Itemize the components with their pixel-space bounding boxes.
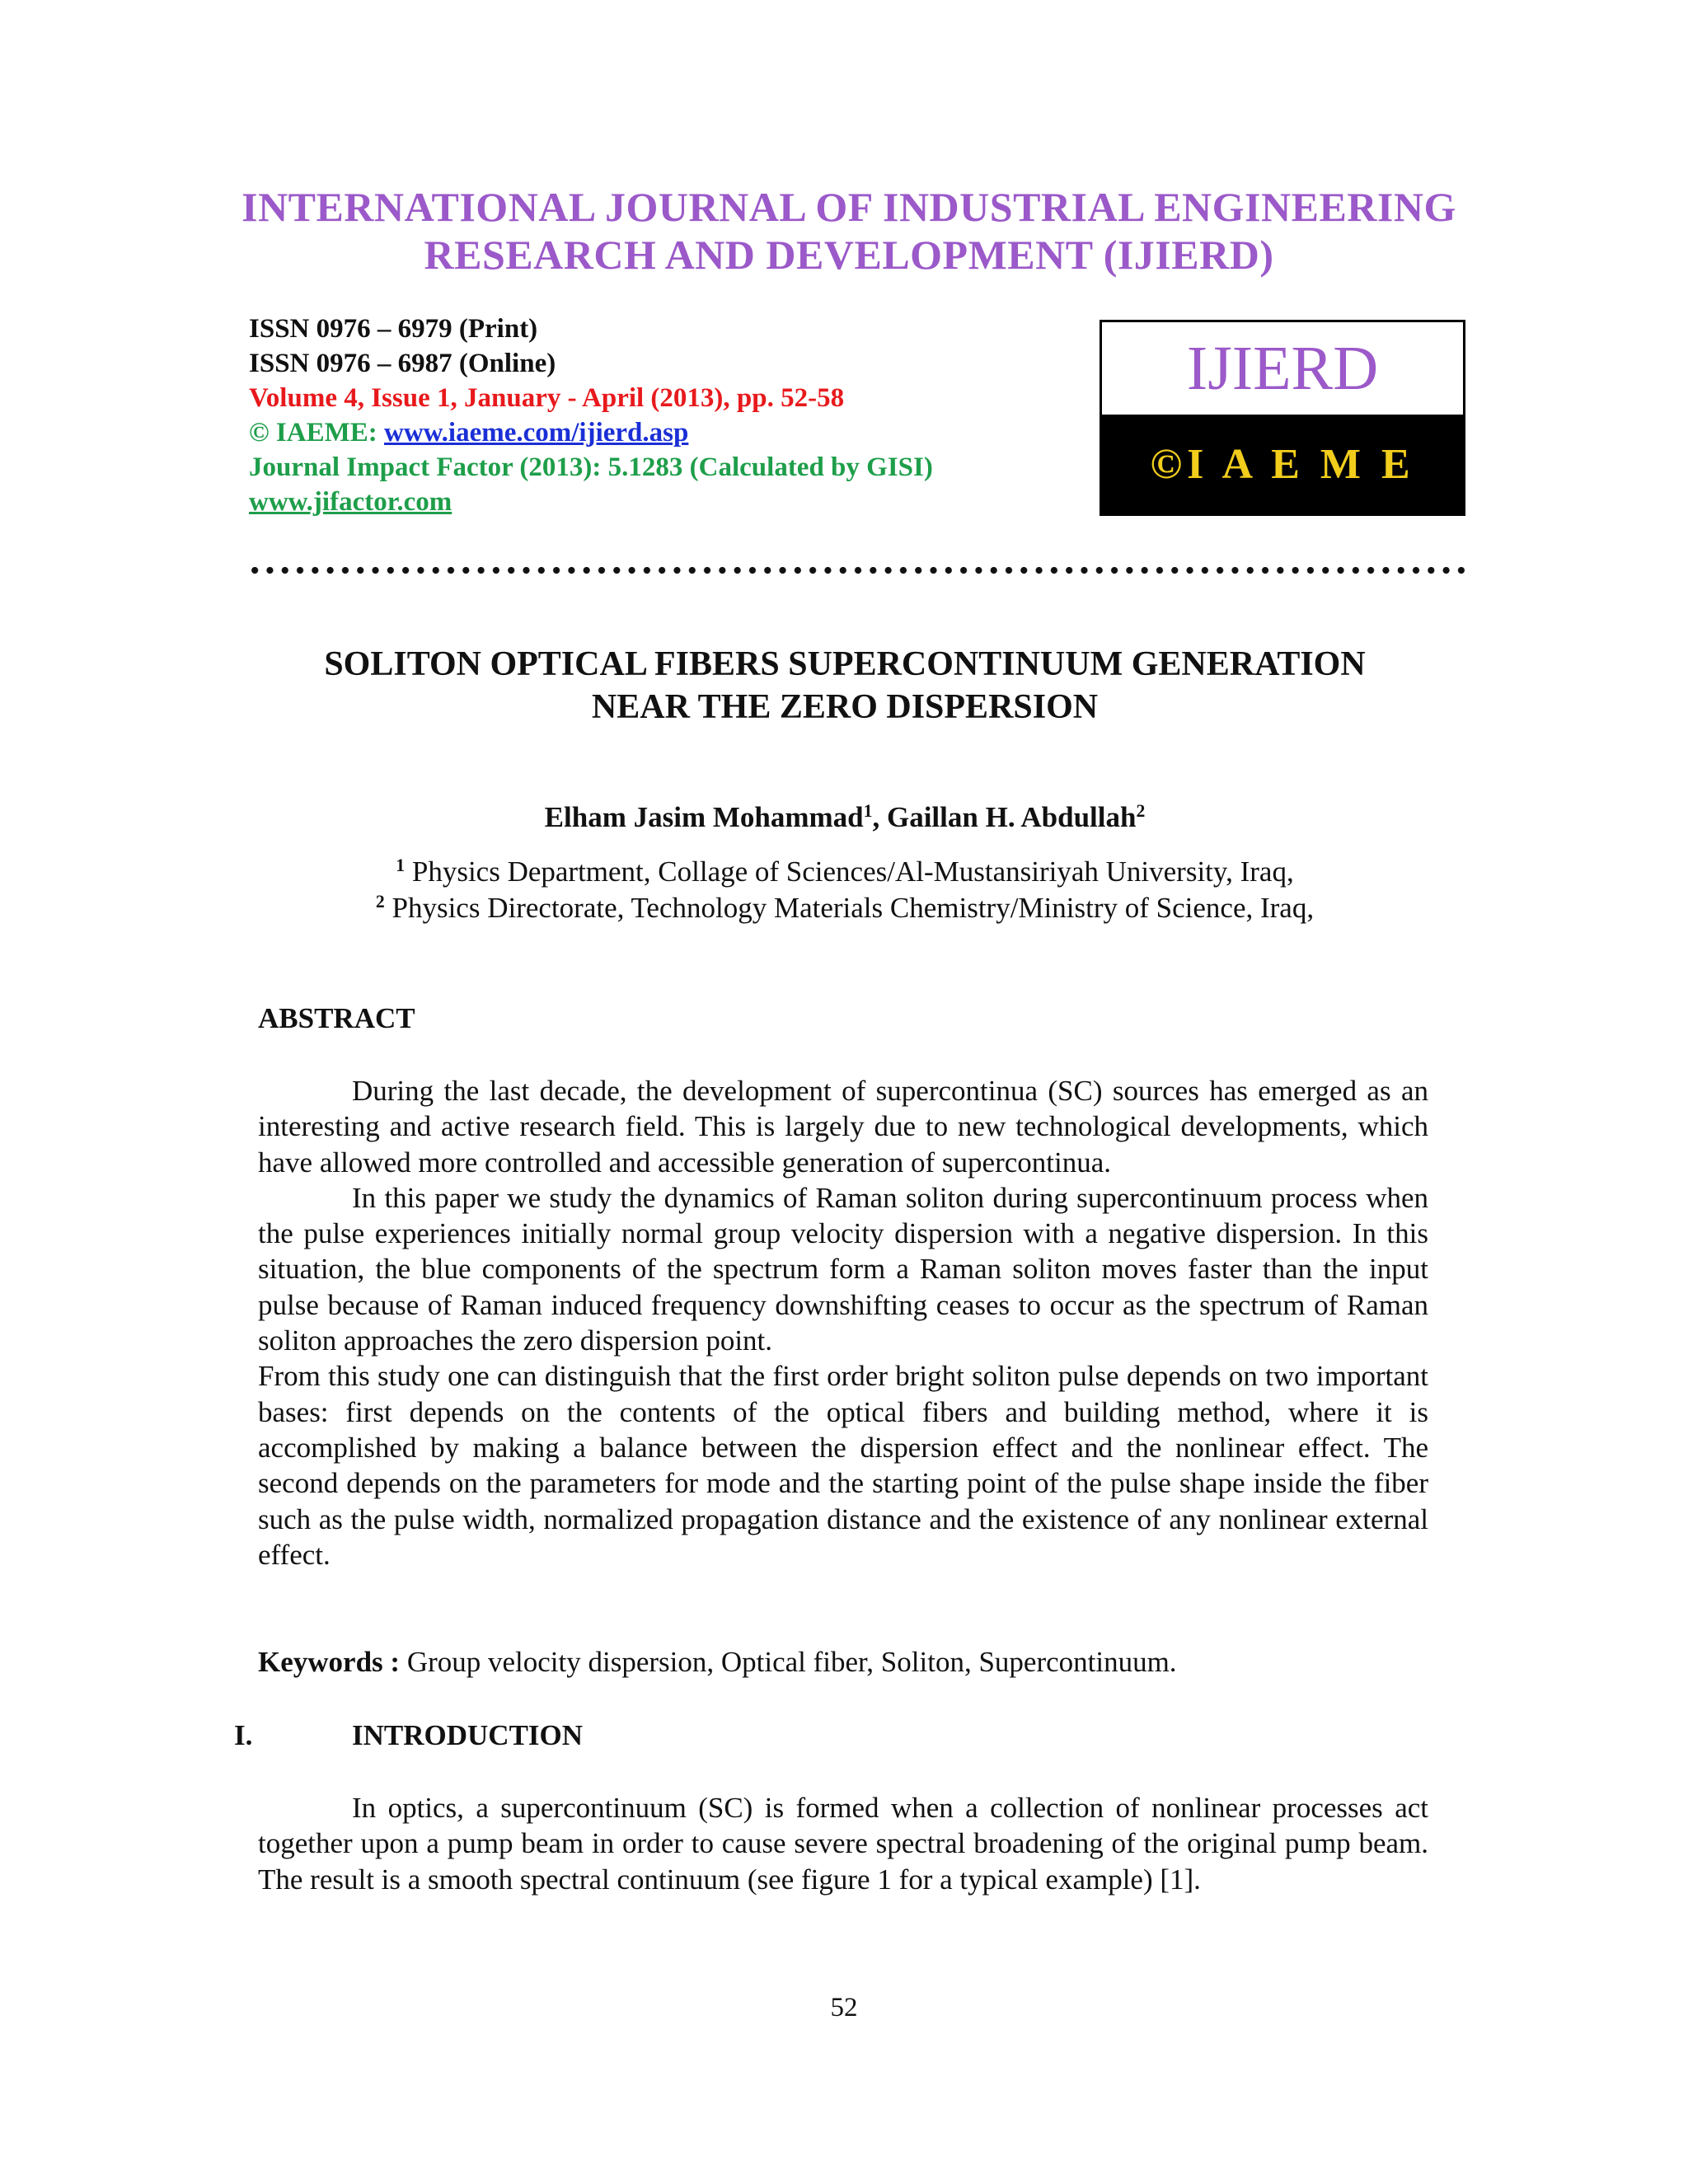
- affiliation-text: Physics Directorate, Technology Materials Chemistry/Ministry of Science, Iraq,: [384, 892, 1315, 924]
- affiliation-2: [206, 890, 1484, 926]
- affiliation-text: Physics Department, Collage of Sciences/Al-Mustansiriyah University, Iraq,: [405, 855, 1294, 888]
- issn-online: ISSN 0976 – 6987 (Online): [249, 349, 556, 378]
- logo-title: IJIERD: [1186, 333, 1379, 403]
- affiliation-number: 2: [375, 892, 385, 912]
- author-name: , Gaillan H. Abdullah: [872, 801, 1137, 833]
- keywords: [258, 1644, 1177, 1680]
- keywords-label: Keywords :: [258, 1646, 401, 1678]
- author-affil-mark: 1: [863, 801, 873, 822]
- impact-factor: Journal Impact Factor (2013): 5.1283 (Calculated by GISI): [249, 452, 933, 482]
- affiliation-1: [206, 854, 1484, 890]
- abstract-paragraph: During the last decade, the development of supercontinua (SC) sources has emerged as an interesting and active research field. This is largely due to new technological developments, which have allowed more controlled and accessible generation of supercontinua.: [258, 1075, 1428, 1179]
- abstract-body: [258, 1073, 1428, 1572]
- abstract-paragraph: From this study one can distinguish that the first order bright soliton pulse depends on two important bases: first depends on the contents of the optical fibers and building method, where it is accomplished by making a balance between the dispersion effect and the nonlinear effect. The second depends on the parameters for mode and the starting point of the pulse shape inside the fiber such as the pulse width, normalized propagation distance and the existence of any nonlinear external effect.: [258, 1360, 1428, 1571]
- authors: [206, 799, 1484, 836]
- journal-logo: [1100, 320, 1465, 516]
- website-link[interactable]: www.iaeme.com/ijierd.asp: [384, 418, 689, 448]
- author-name: Elham Jasim Mohammad: [544, 801, 864, 833]
- copyright-prefix: © IAEME:: [249, 418, 377, 448]
- volume-info: Volume 4, Issue 1, January - April (2013), pp. 52-58: [249, 383, 845, 413]
- affiliations: [206, 854, 1484, 926]
- introduction-body: [258, 1790, 1428, 1897]
- jifactor-link[interactable]: www.jifactor.com: [249, 487, 452, 517]
- author-affil-mark: 2: [1136, 801, 1146, 822]
- copyright-line: [249, 415, 933, 450]
- logo-publisher: ©I A E M E: [1102, 415, 1463, 513]
- journal-title: [165, 183, 1533, 279]
- abstract-heading: ABSTRACT: [258, 1002, 415, 1034]
- introduction-paragraph: In optics, a supercontinuum (SC) is formed when a collection of nonlinear processes act together upon a pump beam in order to cause severe spectral broadening of the original pump beam. The result is a smooth spectral continuum (see figure 1 for a typical example) [1].: [258, 1792, 1428, 1896]
- page-number: 52: [830, 1993, 858, 2022]
- paper-title-line1: SOLITON OPTICAL FIBERS SUPERCONTINUUM GENERATION: [324, 645, 1366, 683]
- paper-title: [206, 643, 1484, 729]
- section-number: I.: [234, 1719, 253, 1751]
- abstract-paragraph: In this paper we study the dynamics of Raman soliton during supercontinuum process when the pulse experiences initially normal group velocity dispersion with a negative dispersion. In this situation, the blue components of the spectrum form a Raman soliton moves faster than the input pulse because of Raman induced frequency downshifting ceases to occur as the spectrum of Raman soliton approaches the zero dispersion point.: [258, 1181, 1428, 1357]
- paper-title-line2: NEAR THE ZERO DISPERSION: [591, 688, 1099, 726]
- keywords-text: Group velocity dispersion, Optical fiber, Soliton, Supercontinuum.: [400, 1646, 1177, 1678]
- journal-title-line2: RESEARCH AND DEVELOPMENT (IJIERD): [424, 232, 1274, 278]
- issn-print: ISSN 0976 – 6979 (Print): [249, 314, 538, 344]
- journal-meta: [249, 312, 933, 519]
- journal-title-line1: INTERNATIONAL JOURNAL OF INDUSTRIAL ENGINEERING: [241, 184, 1456, 230]
- section-heading: INTRODUCTION: [352, 1719, 584, 1751]
- dotted-divider: [247, 565, 1472, 576]
- affiliation-number: 1: [396, 855, 406, 876]
